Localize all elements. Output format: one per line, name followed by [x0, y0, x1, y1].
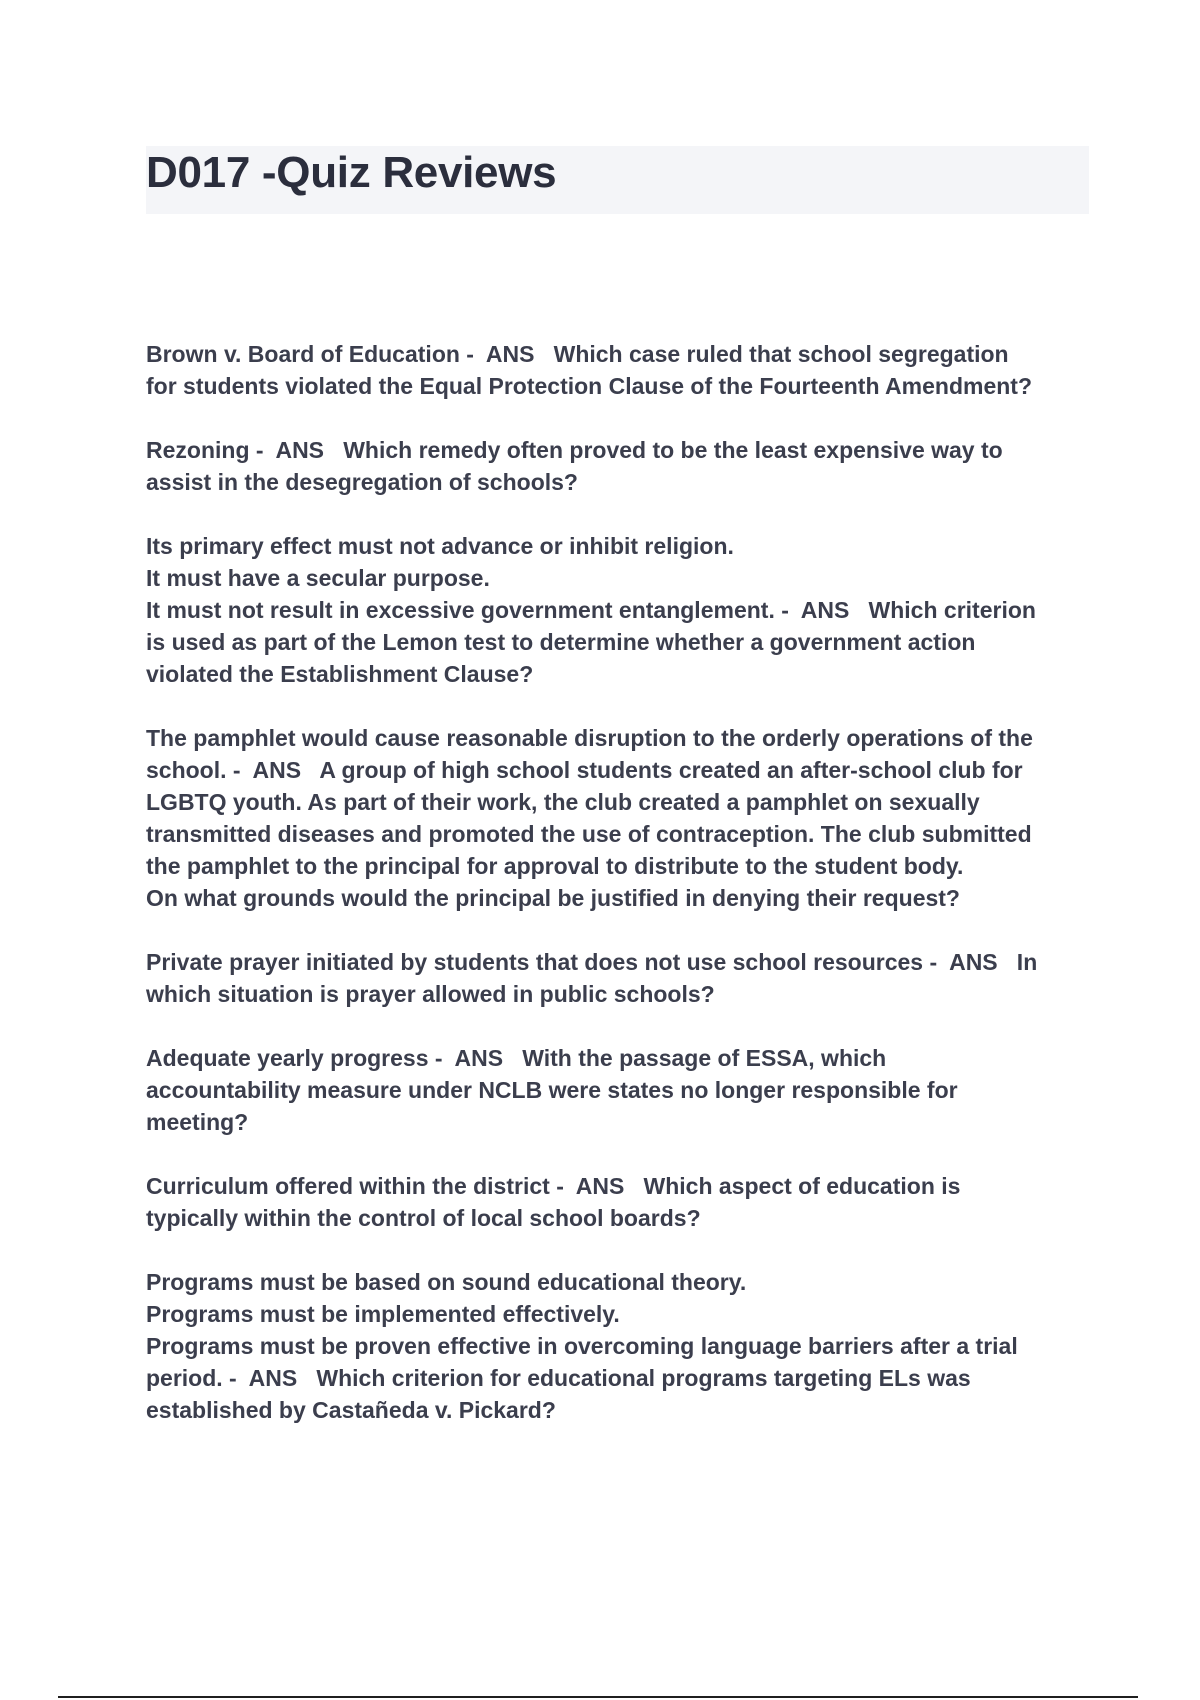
qa-line: assist in the desegregation of schools? [146, 469, 578, 495]
qa-line: Brown v. Board of Education - ANS Which case ruled that school segregation [146, 341, 1009, 367]
qa-entry [146, 1266, 1096, 1426]
qa-line: the pamphlet to the principal for approval to distribute to the student body. [146, 853, 964, 879]
qa-line: Adequate yearly progress - ANS With the passage of ESSA, which [146, 1045, 887, 1071]
page-title: D017 -Quiz Reviews [146, 148, 557, 197]
qa-line: which situation is prayer allowed in public schools? [146, 981, 715, 1007]
qa-line: Rezoning - ANS Which remedy often proved to be the least expensive way to [146, 437, 1003, 463]
qa-line: established by Castañeda v. Pickard? [146, 1397, 556, 1423]
qa-line: is used as part of the Lemon test to determine whether a government action [146, 629, 976, 655]
qa-line: On what grounds would the principal be justified in denying their request? [146, 885, 960, 911]
qa-line: typically within the control of local school boards? [146, 1205, 701, 1231]
qa-line: It must not result in excessive government entanglement. - ANS Which criterion [146, 597, 1036, 623]
qa-line: Curriculum offered within the district - ANS Which aspect of education is [146, 1173, 961, 1199]
qa-line: accountability measure under NCLB were states no longer responsible for [146, 1077, 958, 1103]
qa-line: The pamphlet would cause reasonable disruption to the orderly operations of the [146, 725, 1033, 751]
qa-line: Programs must be implemented effectively. [146, 1301, 620, 1327]
qa-line: transmitted diseases and promoted the use of contraception. The club submitted [146, 821, 1032, 847]
qa-list [146, 338, 1096, 1458]
qa-line: period. - ANS Which criterion for educational programs targeting ELs was [146, 1365, 971, 1391]
qa-line: LGBTQ youth. As part of their work, the club created a pamphlet on sexually [146, 789, 980, 815]
qa-entry [146, 1170, 1096, 1234]
qa-entry [146, 946, 1096, 1010]
qa-entry [146, 530, 1096, 690]
qa-entry [146, 1042, 1096, 1138]
qa-line: It must have a secular purpose. [146, 565, 490, 591]
qa-entry [146, 338, 1096, 402]
qa-line: school. - ANS A group of high school students created an after-school club for [146, 757, 1023, 783]
qa-line: violated the Establishment Clause? [146, 661, 534, 687]
qa-line: for students violated the Equal Protection Clause of the Fourteenth Amendment? [146, 373, 1032, 399]
qa-entry [146, 434, 1096, 498]
qa-line: Its primary effect must not advance or inhibit religion. [146, 533, 734, 559]
qa-line: meeting? [146, 1109, 249, 1135]
qa-line: Private prayer initiated by students that does not use school resources - ANS In [146, 949, 1038, 975]
footer-divider [58, 1696, 1138, 1698]
qa-line: Programs must be proven effective in overcoming language barriers after a trial [146, 1333, 1018, 1359]
qa-line: Programs must be based on sound educational theory. [146, 1269, 747, 1295]
qa-entry [146, 722, 1096, 914]
